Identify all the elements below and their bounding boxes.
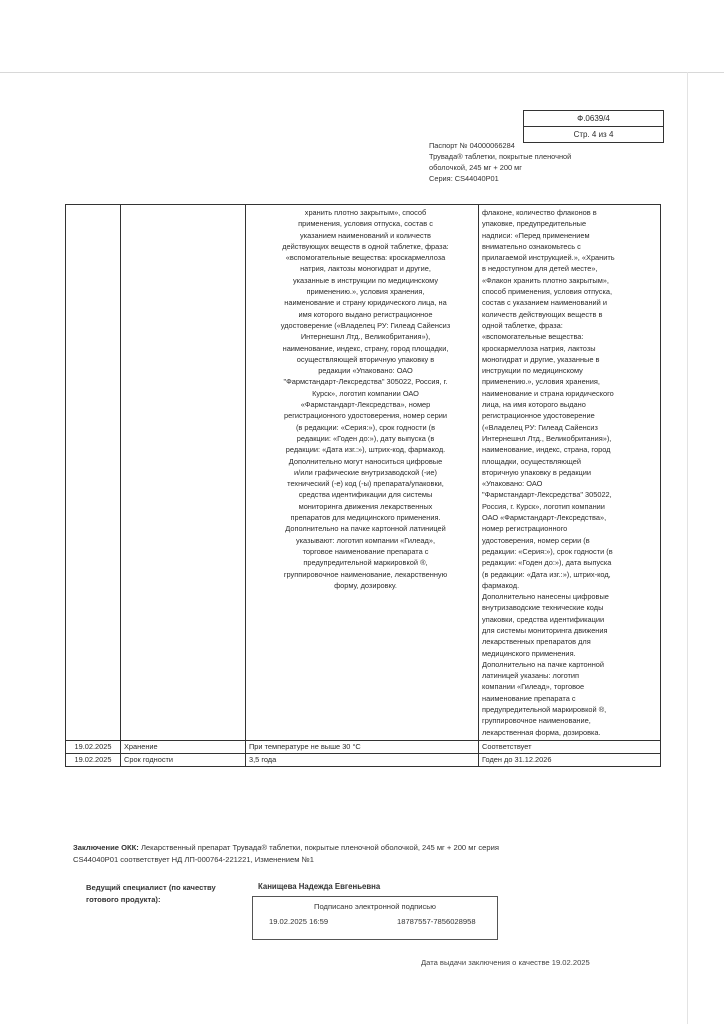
signature-number: 18787557-7856028958 [397,917,476,926]
table-cell-param-empty [121,205,246,741]
table-row [66,740,661,753]
quality-table [65,204,661,767]
row-requirement: 3,5 года [246,753,479,766]
result-text-cell: флаконе, количество флаконов в упаковке, предупредительные надписи: «Перед применением внимательно ознакомьтесь с прилагаемой инструкцией.», «Хранить в недоступном для детей месте», «Флакон хранить плотно закрытым», способ применения, условия отпуска, состав с указанием наименований и количеств действующих веществ в одной таблетке, фраза: «вспомогательные вещества: кроскармеллоза натрия, лактозы моногидрат и другие, указанные в инструкции по медицинскому применению.», условия хранения, наименование и страна юридического лица, на имя которого выдано регистрационное удостоверение («Владелец РУ: Гилеад Сайенсиз Интернешнл Лтд., Великобритания»), наименование, индекс, страна, город площадки, осуществляющей вторичную упаковку в редакции «Упаковано: ОАО "Фармстандарт-Лексредства" 305022, Россия, г. Курск», логотип компании ОАО «Фармстандарт-Лексредства», номер регистрационного удостоверения, номер серии (в редакции: «Серия:»), срок годности (в редакции: «Годен до:»), дата выпуска (в редакции: «Дата изг.:»), штрих-код, фармакод. Дополнительно нанесены цифровые внутризаводские технические коды упаковки, средства идентификации для системы мониторинга движения лекарственных препаратов для медицинского применения. Дополнительно на пачке картонной латиницей указаны: логотип компании «Гилеад», торговое наименование препарата с предупредительной маркировкой ®, группировочное наименование, лекарственная форма, дозировка. [479,205,661,741]
row-result: Соответствует [479,740,661,753]
row-date: 19.02.2025 [66,740,121,753]
series-number: Серия: CS44040P01 [429,174,499,183]
row-param: Срок годности [121,753,246,766]
scan-top-edge [0,72,724,73]
row-date: 19.02.2025 [66,753,121,766]
table-row [66,753,661,766]
conclusion-text: Лекарственный препарат Трувада® таблетки, покрытые пленочной оболочкой, 245 мг + 200 мг серия [138,843,499,852]
product-name-line2: оболочкой, 245 мг + 200 мг [429,163,522,172]
row-param: Хранение [121,740,246,753]
table-cell-date-empty [66,205,121,741]
product-name-line1: Трувада® таблетки, покрытые пленочной [429,152,572,161]
specialist-role [86,882,216,906]
row-requirement: При температуре не выше 30 °C [246,740,479,753]
specialist-role-line2: готового продукта): [86,895,161,904]
specialist-name: Канищева Надежда Евгеньевна [258,882,381,891]
form-code: Ф.0639/4 [577,114,610,123]
specialist-role-line1: Ведущий специалист (по качеству [86,883,216,892]
scan-right-edge [687,72,688,1024]
signature-title: Подписано электронной подписью [314,902,436,911]
form-code-box [523,110,664,143]
conclusion-label: Заключение ОКК: [73,843,139,852]
requirement-text-cell: хранить плотно закрытым», способ применения, условия отпуска, состав с указанием наименований и количеств действующих веществ в одной таблетке, фраза: «вспомогательные вещества: кроскармеллоза натрия, лактозы моногидрат и другие, указанные в инструкции по медицинскому применению.», условия хранения, наименование и страну юридического лица, на имя которого выдано регистрационное удостоверение («Владелец РУ: Гилеад Сайенсиз Интернешнл Лтд., Великобритания»), наименование, индекс, страну, город площадки, осуществляющей вторичную упаковку в редакции «Упаковано: ОАО "Фармстандарт-Лексредства" 305022, Россия, г. Курск», логотип компании ОАО «Фармстандарт-Лексредства», номер регистрационного удостоверения, номер серии (в редакции: «Серия:»), срок годности (в редакции: «Годен до:»), дату выпуска (в редакции: «Дата изг.:»), штрих-код, фармакод. Дополнительно могут наноситься цифровые и/или графические внутризаводской (-ие) технический (-е) код (-ы) препарата/упаковки, средства идентификации для системы мониторинга движения лекарственных препаратов для медицинского применения. Дополнительно на пачке картонной латиницей указывают: логотип компании «Гилеад», торговое наименование препарата с предупредительной маркировкой ®, группировочное наименование, лекарственную форму, дозировку. [246,205,479,741]
passport-block [429,140,571,184]
signature-date: 19.02.2025 16:59 [269,917,329,926]
electronic-signature-box [252,896,498,940]
table-row-continued [66,205,661,741]
conclusion-text-line2: CS44040P01 соответствует НД ЛП-000764-221221, Изменением №1 [73,855,314,864]
passport-number: Паспорт № 04000066284 [429,141,515,150]
page-number: Стр. 4 из 4 [524,126,663,142]
row-result: Годен до 31.12.2026 [479,753,661,766]
conclusion-block [73,842,633,866]
issue-date: Дата выдачи заключения о качестве 19.02.2025 [421,958,590,967]
